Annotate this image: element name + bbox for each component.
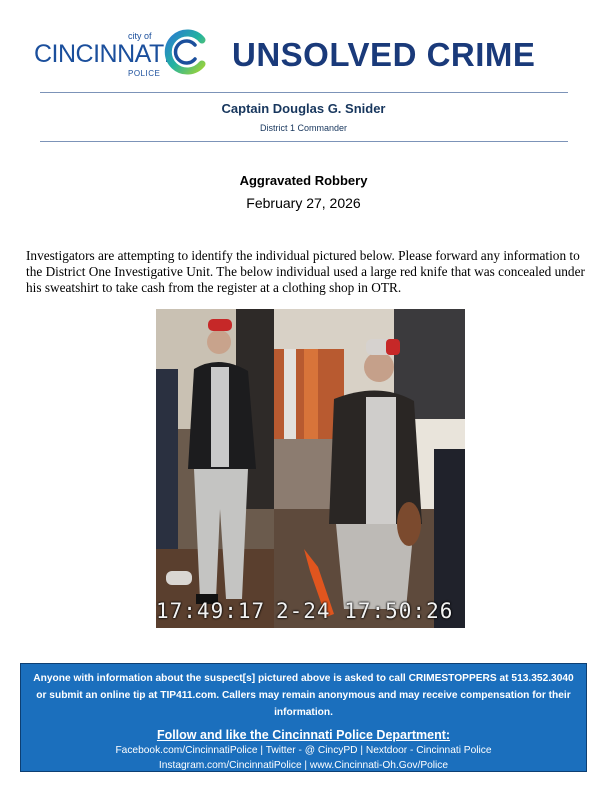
case-description: Investigators are attempting to identify the individual pictured below. Please forward any information to the District One Investigative Unit. The below individual used a large red knife that was concealed under his sweatshirt to take cash from the register at a clothing shop in OTR. bbox=[26, 248, 585, 295]
crime-type: Aggravated Robbery bbox=[239, 173, 368, 188]
timestamp-right: 2-24 17:50:26 bbox=[276, 599, 454, 623]
crimestoppers-info-box bbox=[20, 663, 587, 772]
crime-date: February 27, 2026 bbox=[246, 195, 361, 211]
follow-heading: Follow and like the Cincinnati Police Department: bbox=[156, 728, 451, 742]
bottom-divider bbox=[40, 141, 568, 142]
logo-cincinnati: CINCINNATI bbox=[34, 40, 171, 68]
suspect-image-left bbox=[156, 309, 274, 628]
social-links-line-2: Instagram.com/CincinnatiPolice | www.Cincinnati-Oh.Gov/Police bbox=[158, 760, 449, 771]
logo-police: POLICE bbox=[128, 69, 161, 78]
page-title: UNSOLVED CRIME bbox=[232, 36, 536, 73]
surveillance-photo-right bbox=[274, 309, 465, 628]
cincinnati-c-logo-icon bbox=[162, 28, 210, 76]
social-links-line-1: Facebook.com/CincinnatiPolice | Twitter - @ CincyPD | Nextdoor - Cincinnati Police bbox=[115, 745, 492, 756]
timestamp-left: 17:49:17 bbox=[156, 599, 266, 623]
surveillance-photo-left bbox=[156, 309, 274, 628]
crimestoppers-message: Anyone with information about the suspect[s] pictured above is asked to call CRIMESTOPPERS at 513.352.3040 or submit an online tip at TIP411.com. Callers may remain anonymous and may receive compensation for their information. bbox=[33, 673, 574, 718]
commander-title: District 1 Commander bbox=[259, 123, 348, 133]
top-divider bbox=[40, 92, 568, 93]
captain-name: Captain Douglas G. Snider bbox=[221, 101, 386, 116]
suspect-image-right bbox=[274, 309, 465, 628]
logo-city-of: city of bbox=[128, 31, 152, 41]
